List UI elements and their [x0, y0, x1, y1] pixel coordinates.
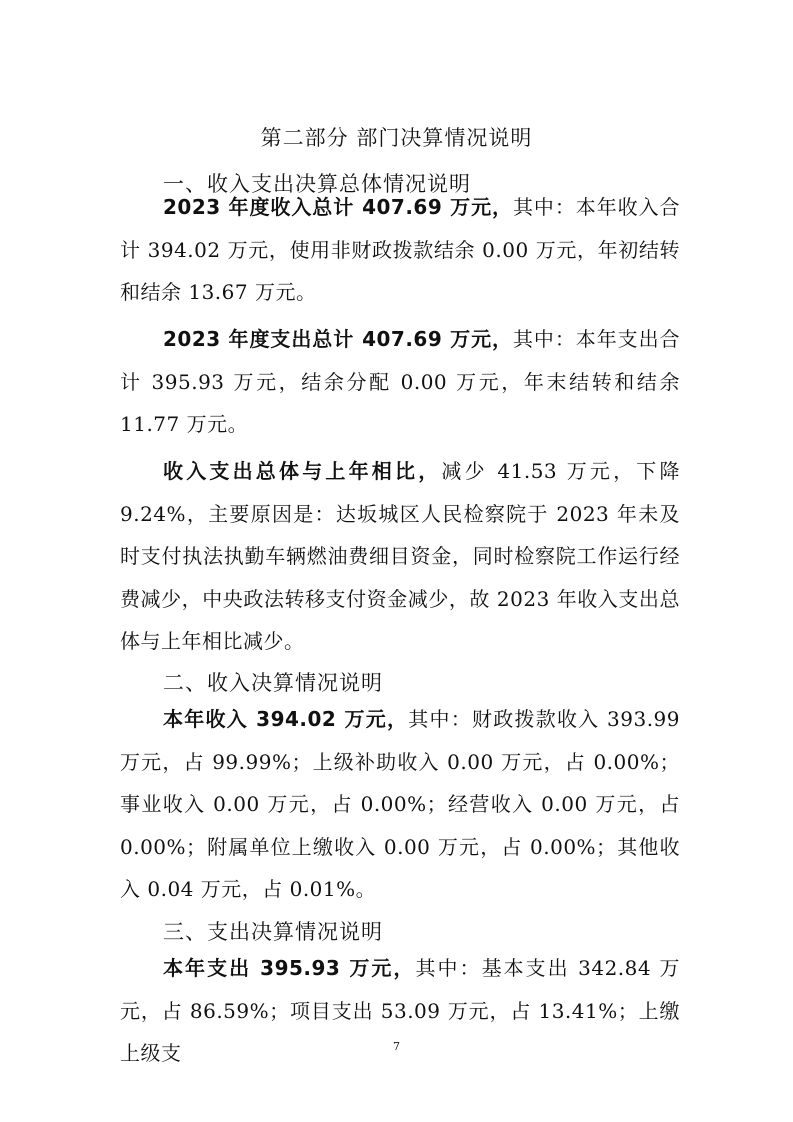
paragraph-lead: 本年收入 394.02 万元， [163, 707, 409, 731]
paragraph-income-detail [120, 698, 680, 911]
paragraph-lead: 本年支出 395.93 万元， [163, 956, 416, 980]
section-heading-income: 二、收入决算情况说明 [163, 671, 383, 695]
paragraph-text: 其中：本年收入合计 394.02 万元，使用非财政拨款结余 0.00 万元，年初结转和结余 13.67 万元。 [120, 195, 680, 304]
section-heading-expense: 三、支出决算情况说明 [163, 920, 383, 944]
paragraph-text: 其中：本年支出合计 395.93 万元，结余分配 0.00 万元，年末结转和结余 11.77 万元。 [120, 327, 680, 436]
paragraph-text: 其中：财政拨款收入 393.99 万元，占 99.99%；上级补助收入 0.00 万元，占 0.00%；事业收入 0.00 万元，占 0.00%；经营收入 0.00 万元，占 0.00%；附属单位上缴收入 0.00 万元，占 0.00%；其他收入 0.04 万元，占 0.01%。 [120, 707, 680, 901]
paragraph-expense-total [120, 318, 680, 446]
paragraph-text: 其中：基本支出 342.84 万元，占 86.59%；项目支出 53.09 万元，占 13.41%；上缴上级支 [120, 956, 680, 1065]
section-heading-overview: 一、收入支出决算总体情况说明 [163, 172, 471, 196]
paragraph-lead: 2023 年度支出总计 407.69 万元， [163, 327, 513, 351]
paragraph-text: 减少 41.53 万元，下降 9.24%，主要原因是：达坂城区人民检察院于 2023 年未及时支付执法执勤车辆燃油费细目资金，同时检察院工作运行经费减少，中央政法转移支付资金减少，故 2023 年收入支出总体与上年相比减少。 [120, 459, 680, 653]
paragraph-lead: 收入支出总体与上年相比， [163, 459, 442, 483]
paragraph-lead: 2023 年度收入总计 407.69 万元， [163, 195, 513, 219]
page-title: 第二部分 部门决算情况说明 [260, 126, 533, 150]
page-number: 7 [393, 1040, 400, 1053]
paragraph-expense-detail [120, 947, 680, 1075]
paragraph-income-total [120, 186, 680, 314]
paragraph-year-comparison [120, 450, 680, 663]
